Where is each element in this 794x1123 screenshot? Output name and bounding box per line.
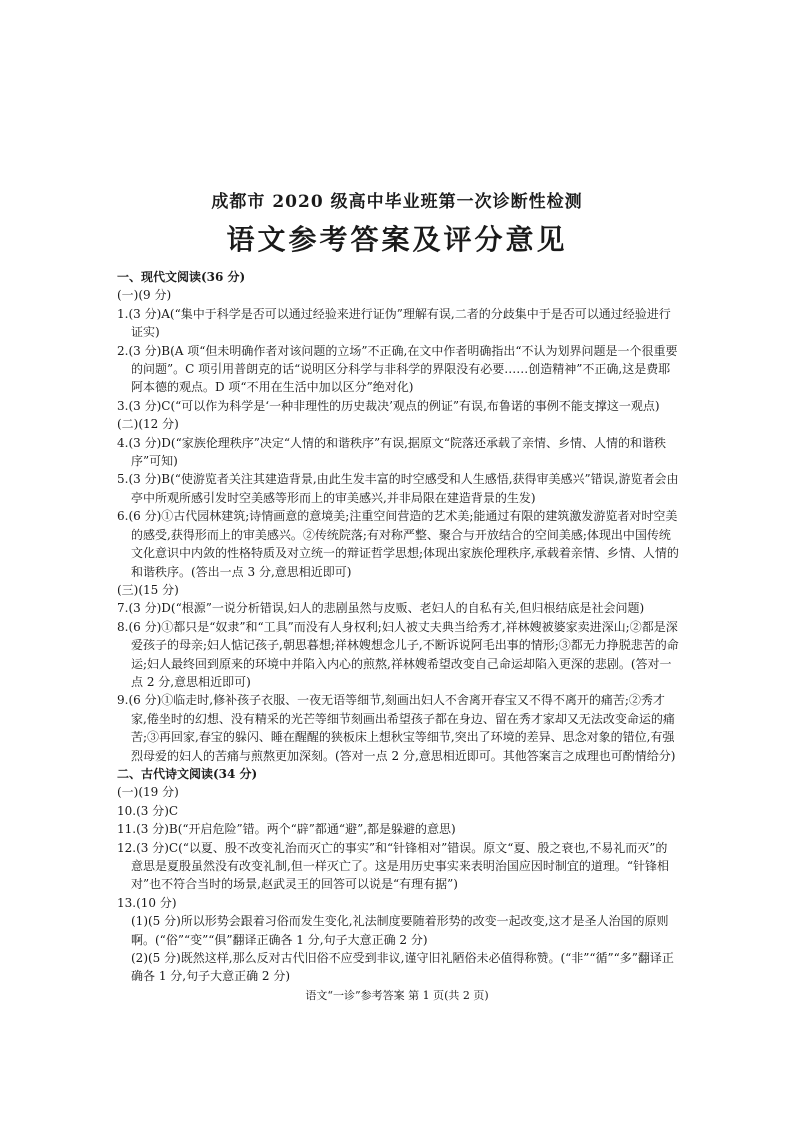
answer-item-8: 8.(6 分)①都只是“奴隶”和“工具”而没有人身权利;妇人被丈夫典当给秀才,祥林嫂被婆家卖进深山;②都是深爱孩子的母亲;妇人惦记孩子,朝思暮想;祥林嫂想念儿子,不断诉说阿毛出事的情形;③都无力挣脱悲苦的命运;妇人最终回到原来的环境中并陷入内心的煎熬,祥林嫂希望改变自己命运却陷入更深的悲剧。(答对一点 2 分,意思相近即可) (117, 619, 679, 689)
answer-item-13: 13.(10 分) (117, 895, 177, 910)
part-heading-1: (一)(9 分) (117, 288, 172, 303)
answer-item-9: 9.(6 分)①临走时,修补孩子衣服、一夜无语等细节,刻画出妇人不舍离开春宝又不得不离开的痛苦;②秀才家,倦坐时的幻想、没有精采的光芒等细节刻画出希望孩子都在身边、留在秀才家却又无法改变命运的痛苦;③再回家,春宝的躲闪、睡在醒醒的狭板床上想秋宝等细节,突出了环境的差异、思念对象的错位,有强烈母爱的妇人的苦痛与煎熬更加深刻。(答对一点 2 分,意思相近即可。其他答案言之成理也可酌情给分) (117, 693, 676, 763)
answer-item-6: 6.(6 分)①古代园林建筑;诗情画意的意境美;注重空间营造的艺术美;能通过有限的建筑激发游览者对时空美的感受,获得形而上的审美感兴。②传统院落;有对称严整、聚合与开放结合的空间美感;体现出中国传统文化意识中内敛的性格特质及对立统一的辩证哲学思想;体现出家族伦理秩序,承载着亲情、乡情、人情的和谐秩序。(答出一点 3 分,意思相近即可) (117, 509, 679, 579)
section-heading-classical-reading: 二、古代诗文阅读(34 分) (117, 766, 258, 781)
answer-item-13-part-2: (2)(5 分)既然这样,那么反对古代旧俗不应受到非议,谨守旧礼陋俗未必值得称赞。(“非”“循”“多”翻译正确各 1 分,句子大意正确 2 分) (131, 951, 674, 984)
answer-item-13-part-1: (1)(5 分)所以形势会跟着习俗而发生变化,礼法制度要随着形势的改变一起改变,这才是圣人治国的原则啊。(“俗”“变”“俱”翻译正确各 1 分,句子大意正确 2 分) (131, 914, 669, 947)
part-heading-4: (一)(19 分) (117, 785, 179, 800)
answer-item-5: 5.(3 分)B(“使游览者关注其建造背景,由此生发丰富的时空感受和人生感悟,获得审美感兴”错误,游览者会由亭中所观所感引发时空美感等形而上的审美感兴,并非局限在建造背景的生发) (117, 472, 679, 505)
part-heading-2: (二)(12 分) (117, 417, 179, 432)
answer-item-11: 11.(3 分)B(“开启危险”错。两个“辟”都通“避”,都是躲避的意思) (117, 822, 456, 837)
answer-item-10: 10.(3 分)C (117, 803, 179, 818)
answer-item-1: 1.(3 分)A(“集中于科学是否可以通过经验来进行证伪”理解有误,二者的分歧集中于是否可以通过经验进行证实) (117, 306, 671, 340)
answer-item-7: 7.(3 分)D(“根源”一说分析错误,妇人的悲剧虽然与皮贩、老妇人的自私有关,但归根结底是社会问题) (117, 601, 645, 616)
answer-content (117, 268, 679, 986)
answer-item-3: 3.(3 分)C(“可以作为科学是‘一种非理性的历史裁决’观点的例证”有误,布鲁诺的事例不能支撑这一观点) (117, 398, 660, 413)
exam-title: 成都市 2020 级高中毕业班第一次诊断性检测 (211, 192, 583, 212)
part-heading-3: (三)(15 分) (117, 582, 179, 597)
answer-item-2: 2.(3 分)B(A 项“但未明确作者对该问题的立场”不正确,在文中作者明确指出“不认为划界问题是一个很重要的问题”。C 项引用普朗克的话“说明区分科学与非科学的界限没有必要……创造精神”不正确,这是费耶阿本德的观点。D 项“不用在生活中加以区分”绝对化) (117, 343, 678, 395)
answer-item-12: 12.(3 分)C(“以夏、殷不改变礼治而灭亡的事实”和“针锋相对”错误。原文“夏、殷之衰也,不易礼而灭”的意思是夏殷虽然没有改变礼制,但一样灭亡了。这是用历史事实来表明治国应因时制宜的道理。“针锋相对”也不符合当时的场景,赵武灵王的回答可以说是“有理有据”) (117, 840, 669, 892)
document-title: 语文参考答案及评分意见 (226, 223, 568, 256)
page-footer: 语文“一诊”参考答案 第 1 页(共 2 页) (305, 989, 489, 1002)
answer-item-4: 4.(3 分)D(“家族伦理秩序”决定“人情的和谐秩序”有误,据原文“院落还承载了亲情、乡情、人情的和谐秩序”可知) (117, 435, 667, 469)
section-heading-modern-reading: 一、现代文阅读(36 分) (117, 270, 246, 284)
